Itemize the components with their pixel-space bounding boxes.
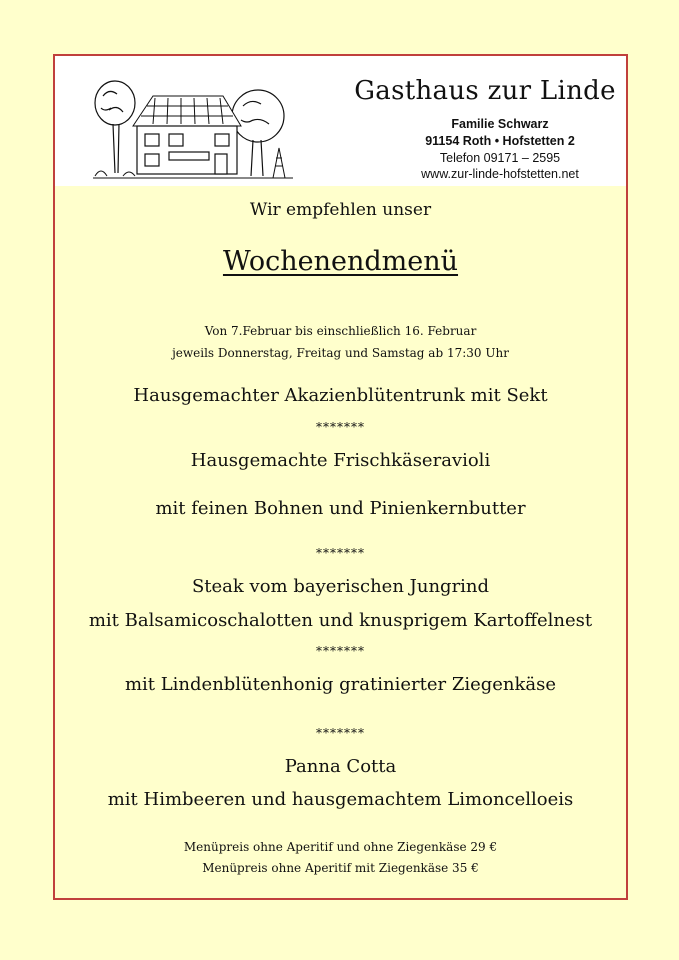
intro-text: Wir empfehlen unser xyxy=(249,200,432,220)
separator: ******* xyxy=(316,644,365,658)
website: www.zur-linde-hofstetten.net xyxy=(421,167,579,181)
course-starter-detail: mit feinen Bohnen und Pinienkernbutter xyxy=(155,498,526,519)
course-aperitif: Hausgemachter Akazienblütentrunk mit Sekt xyxy=(133,385,548,406)
address: 91154 Roth • Hofstetten 2 xyxy=(425,134,575,148)
course-cheese: mit Lindenblütenhonig gratinierter Ziegenkäse xyxy=(124,674,557,695)
family-name: Familie Schwarz xyxy=(451,117,549,131)
menu-frame xyxy=(53,54,628,900)
course-main: Steak vom bayerischen Jungrind xyxy=(191,576,490,597)
course-main-detail: mit Balsamicoschalotten und knusprigem Kartoffelnest xyxy=(88,610,593,631)
course-dessert: Panna Cotta xyxy=(284,756,397,777)
letterhead xyxy=(55,56,626,186)
menu-title xyxy=(55,246,626,277)
date-range: Von 7.Februar bis einschließlich 16. Februar xyxy=(204,324,477,338)
separator: ******* xyxy=(316,546,365,560)
course-starter: Hausgemachte Frischkäseravioli xyxy=(190,450,491,471)
menu-title-text: Wochenendmenü xyxy=(222,246,459,277)
separator: ******* xyxy=(316,726,365,740)
course-dessert-detail: mit Himbeeren und hausgemachtem Limoncelloeis xyxy=(107,789,574,810)
separator: ******* xyxy=(316,420,365,434)
price-without-cheese: Menüpreis ohne Aperitif und ohne Ziegenkäse 29 € xyxy=(183,840,498,854)
opening-days: jeweils Donnerstag, Freitag und Samstag ab 17:30 Uhr xyxy=(172,346,509,360)
restaurant-name: Gasthaus zur Linde xyxy=(354,76,616,106)
inn-illustration-icon xyxy=(93,78,293,188)
phone: Telefon 09171 – 2595 xyxy=(439,151,561,165)
price-with-cheese: Menüpreis ohne Aperitif mit Ziegenkäse 35 € xyxy=(202,861,479,875)
